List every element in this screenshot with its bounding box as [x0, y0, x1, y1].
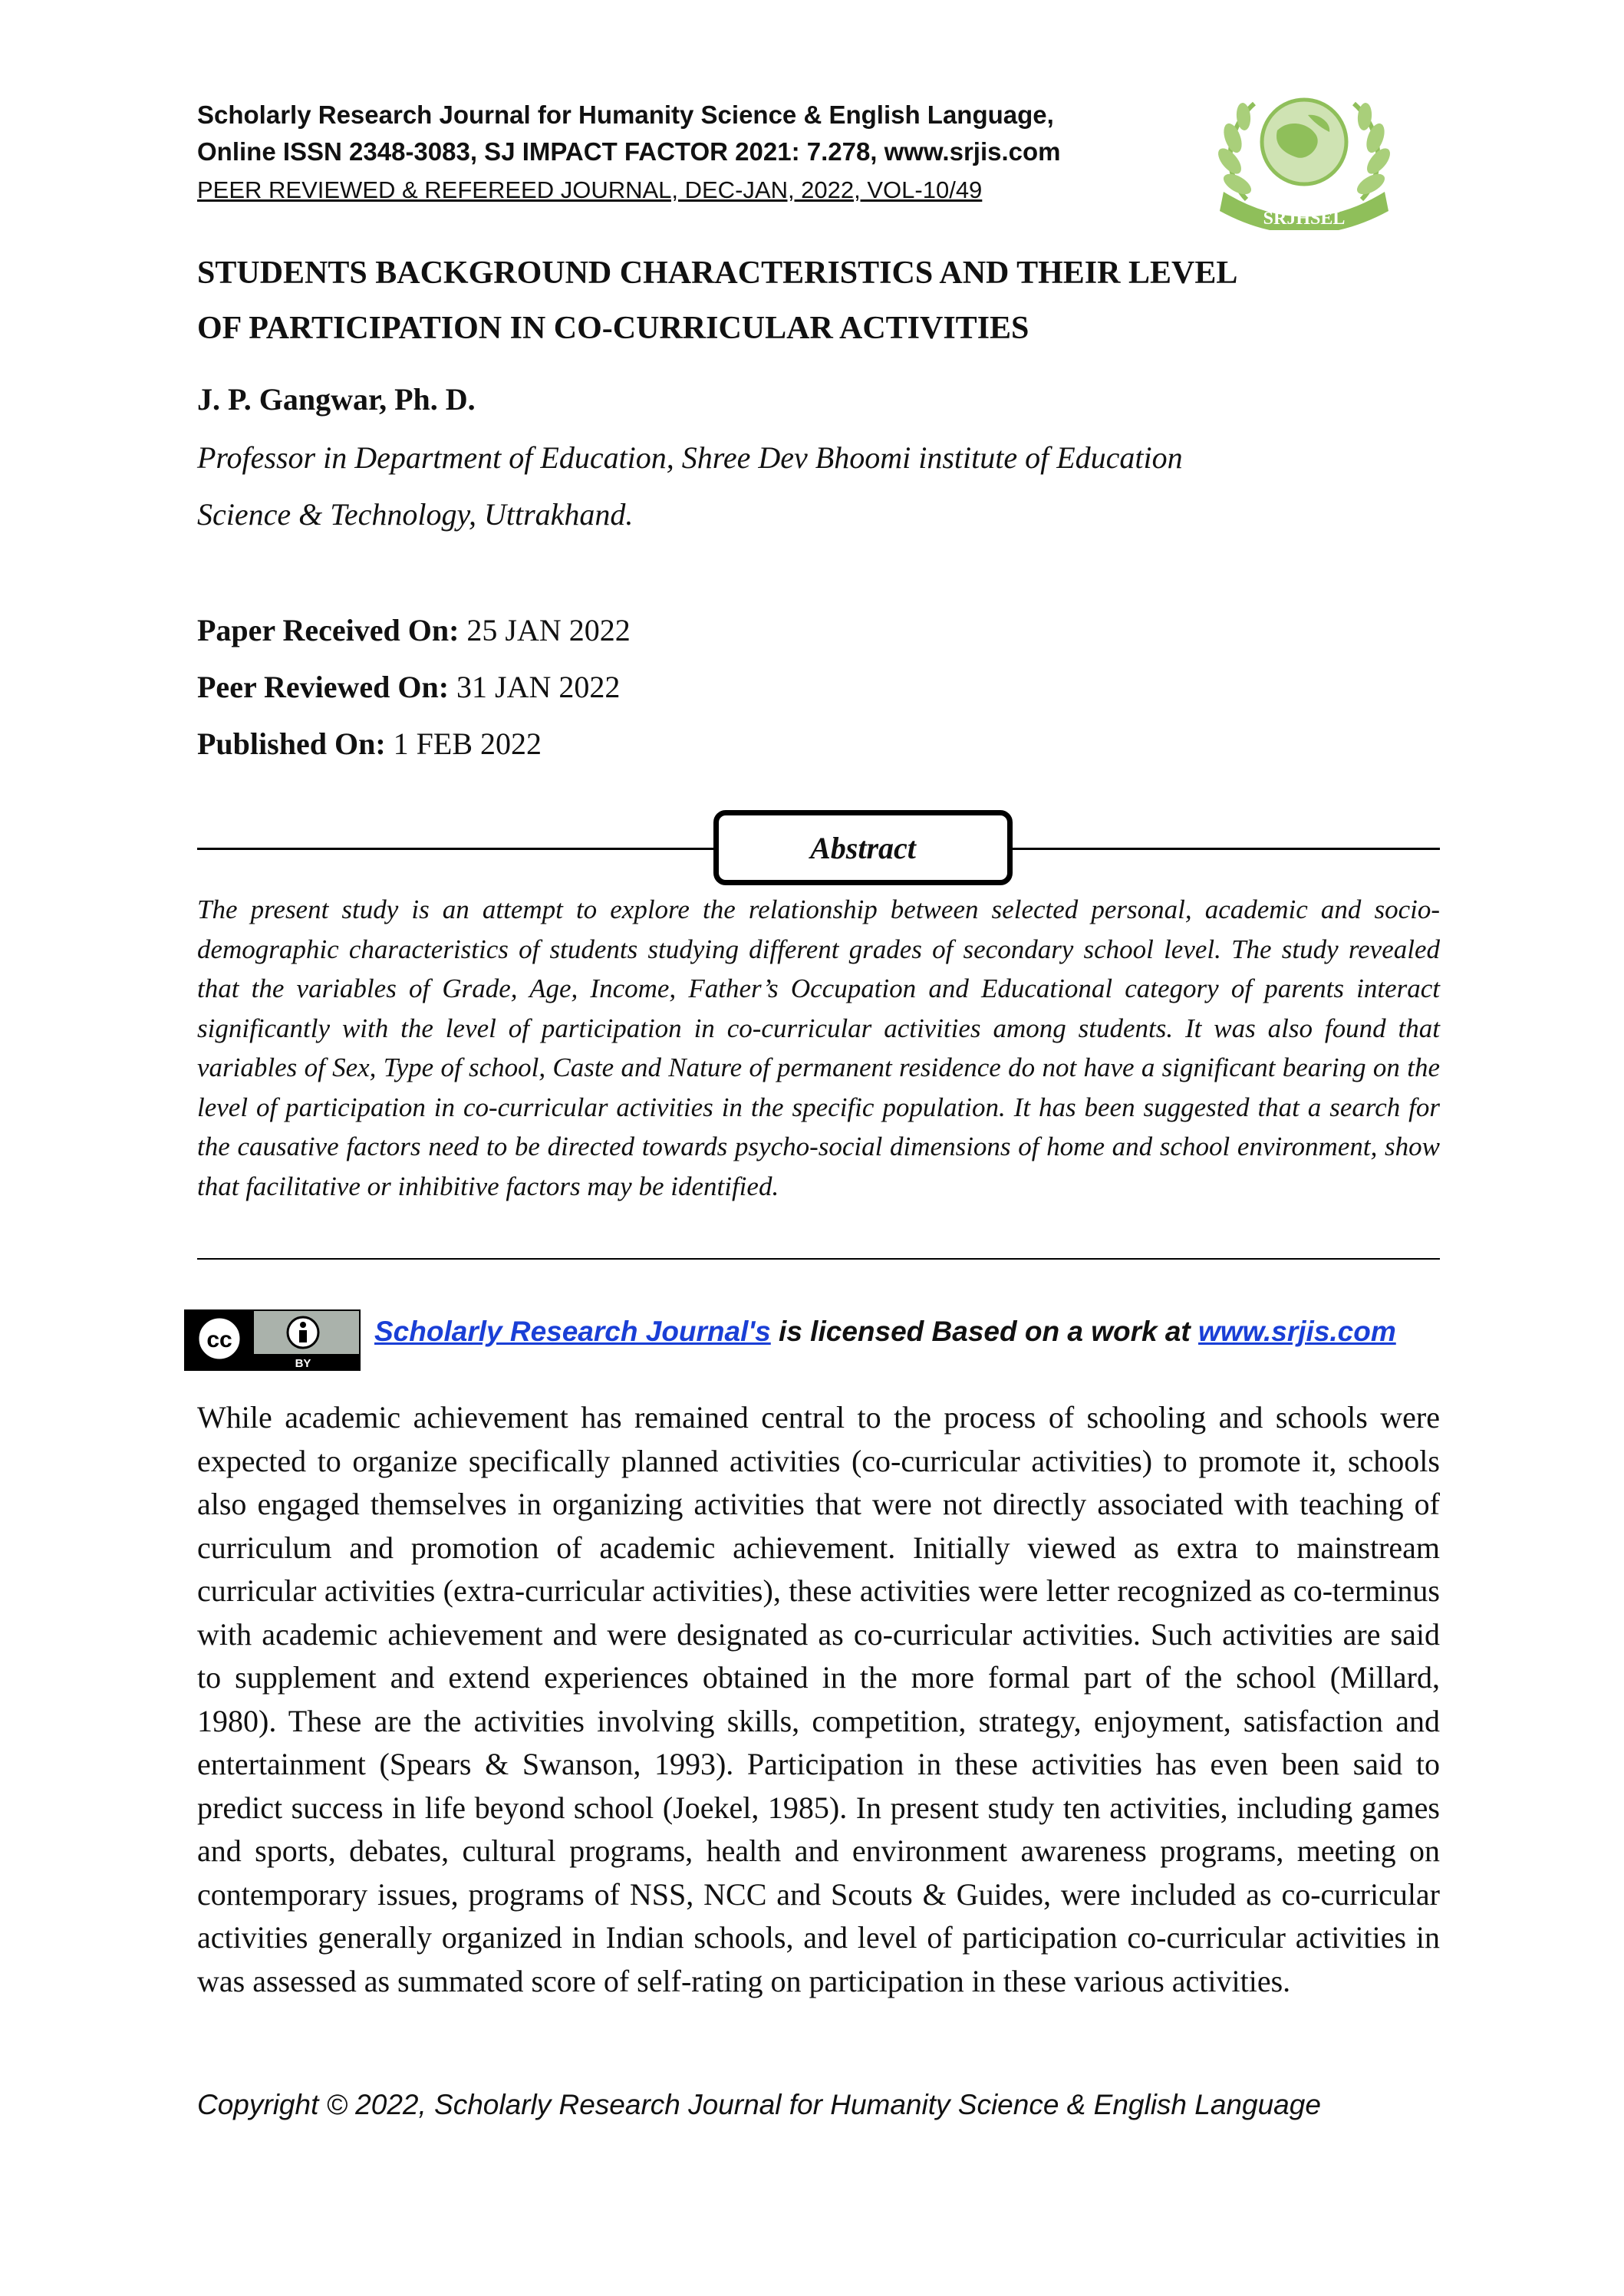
abstract-heading: Abstract [713, 810, 1013, 885]
abstract-rule-right [1009, 848, 1440, 850]
intro-paragraph: While academic achievement has remained central to the process of schooling and schools were expected to organize specifically planned activities (co-curricular activities) to promote it, schools also engaged themselves in organizing activities that were not directly associated with teaching of curriculum and promotion of academic achievement. Initially viewed as extra to mainstream curricular activities (extra-curricular activities), these activities were letter recognized as co-terminus with academic achievement and were designated as co-curricular activities. Such activities are said to supplement and extend experiences obtained in the more formal part of the school (Millard, 1980). These are the activities involving skills, competition, strategy, enjoyment, satisfaction and entertainment (Spears & Swanson, 1993). Participation in these activities has even been said to predict success in life beyond school (Joekel, 1985). In present study ten activities, including games and sports, debates, cultural programs, health and environment awareness programs, meeting on contemporary issues, programs of NSS, NCC and Scouts & Guides, were included as co-curricular activities generally organized in Indian schools, and level of participation co-curricular activities in was assessed as summated score of self-rating on participation in these various activities. [197, 1400, 1440, 1998]
svg-text:cc: cc [206, 1327, 232, 1352]
cc-by-badge[interactable] [184, 1309, 361, 1371]
journal-volume: PEER REVIEWED & REFEREED JOURNAL, DEC-JAN, 2022, VOL-10/49 [197, 176, 983, 203]
received-date: Paper Received On: 25 JAN 2022 [197, 613, 631, 647]
laurel-globe-icon [1193, 77, 1415, 230]
svg-text:BY: BY [295, 1357, 311, 1370]
logo-text: SRJHSEL [1263, 209, 1346, 229]
author-affiliation: Professor in Department of Education, Shree Dev Bhoomi institute of Education Science & Technology, Uttrakhand. [197, 440, 1183, 532]
paper-title: STUDENTS BACKGROUND CHARACTERISTICS AND THEIR LEVEL OF PARTICIPATION IN CO-CURRICULAR ACTIVITIES [197, 255, 1238, 346]
abstract-text: The present study is an attempt to explore the relationship between selected personal, academic and socio-demographic characteristics of students studying different grades of secondary school level. The study revealed that the variables of Grade, Age, Income, Father’s Occupation and Educational category of parents interact significantly with the level of participation in co-curricular activities among students. It was also found that variables of Sex, Type of school, Caste and Nature of permanent residence do not have a significant bearing on the level of participation in co-curricular activities in the specific population. It has been suggested that a search for the causative factors need to be directed towards psycho-social dimensions of home and school environment, show that facilitative or inhibitive factors may be identified. [197, 894, 1440, 1201]
abstract-rule-left [197, 848, 719, 850]
license-statement: Scholarly Research Journal's is licensed Based on a work at www.srjis.com [374, 1316, 1396, 1347]
site-link[interactable]: www.srjis.com [1198, 1316, 1396, 1347]
author-name: J. P. Gangwar, Ph. D. [197, 382, 476, 417]
logo-year: 2012 [1292, 189, 1316, 202]
journal-logo [1193, 77, 1415, 230]
published-date: Published On: 1 FEB 2022 [197, 726, 542, 761]
copyright-footer: Copyright © 2022, Scholarly Research Journal for Humanity Science & English Language [197, 2089, 1321, 2120]
reviewed-date: Peer Reviewed On: 31 JAN 2022 [197, 670, 621, 704]
abstract-rule-bottom [197, 1258, 1440, 1260]
journal-issn: Online ISSN 2348-3083, SJ IMPACT FACTOR 2021: 7.278, www.srjis.com [197, 137, 1061, 166]
journal-name: Scholarly Research Journal for Humanity Science & English Language, [197, 100, 1054, 129]
journal-link[interactable]: Scholarly Research Journal's [374, 1316, 771, 1347]
publication-dates [197, 602, 631, 772]
